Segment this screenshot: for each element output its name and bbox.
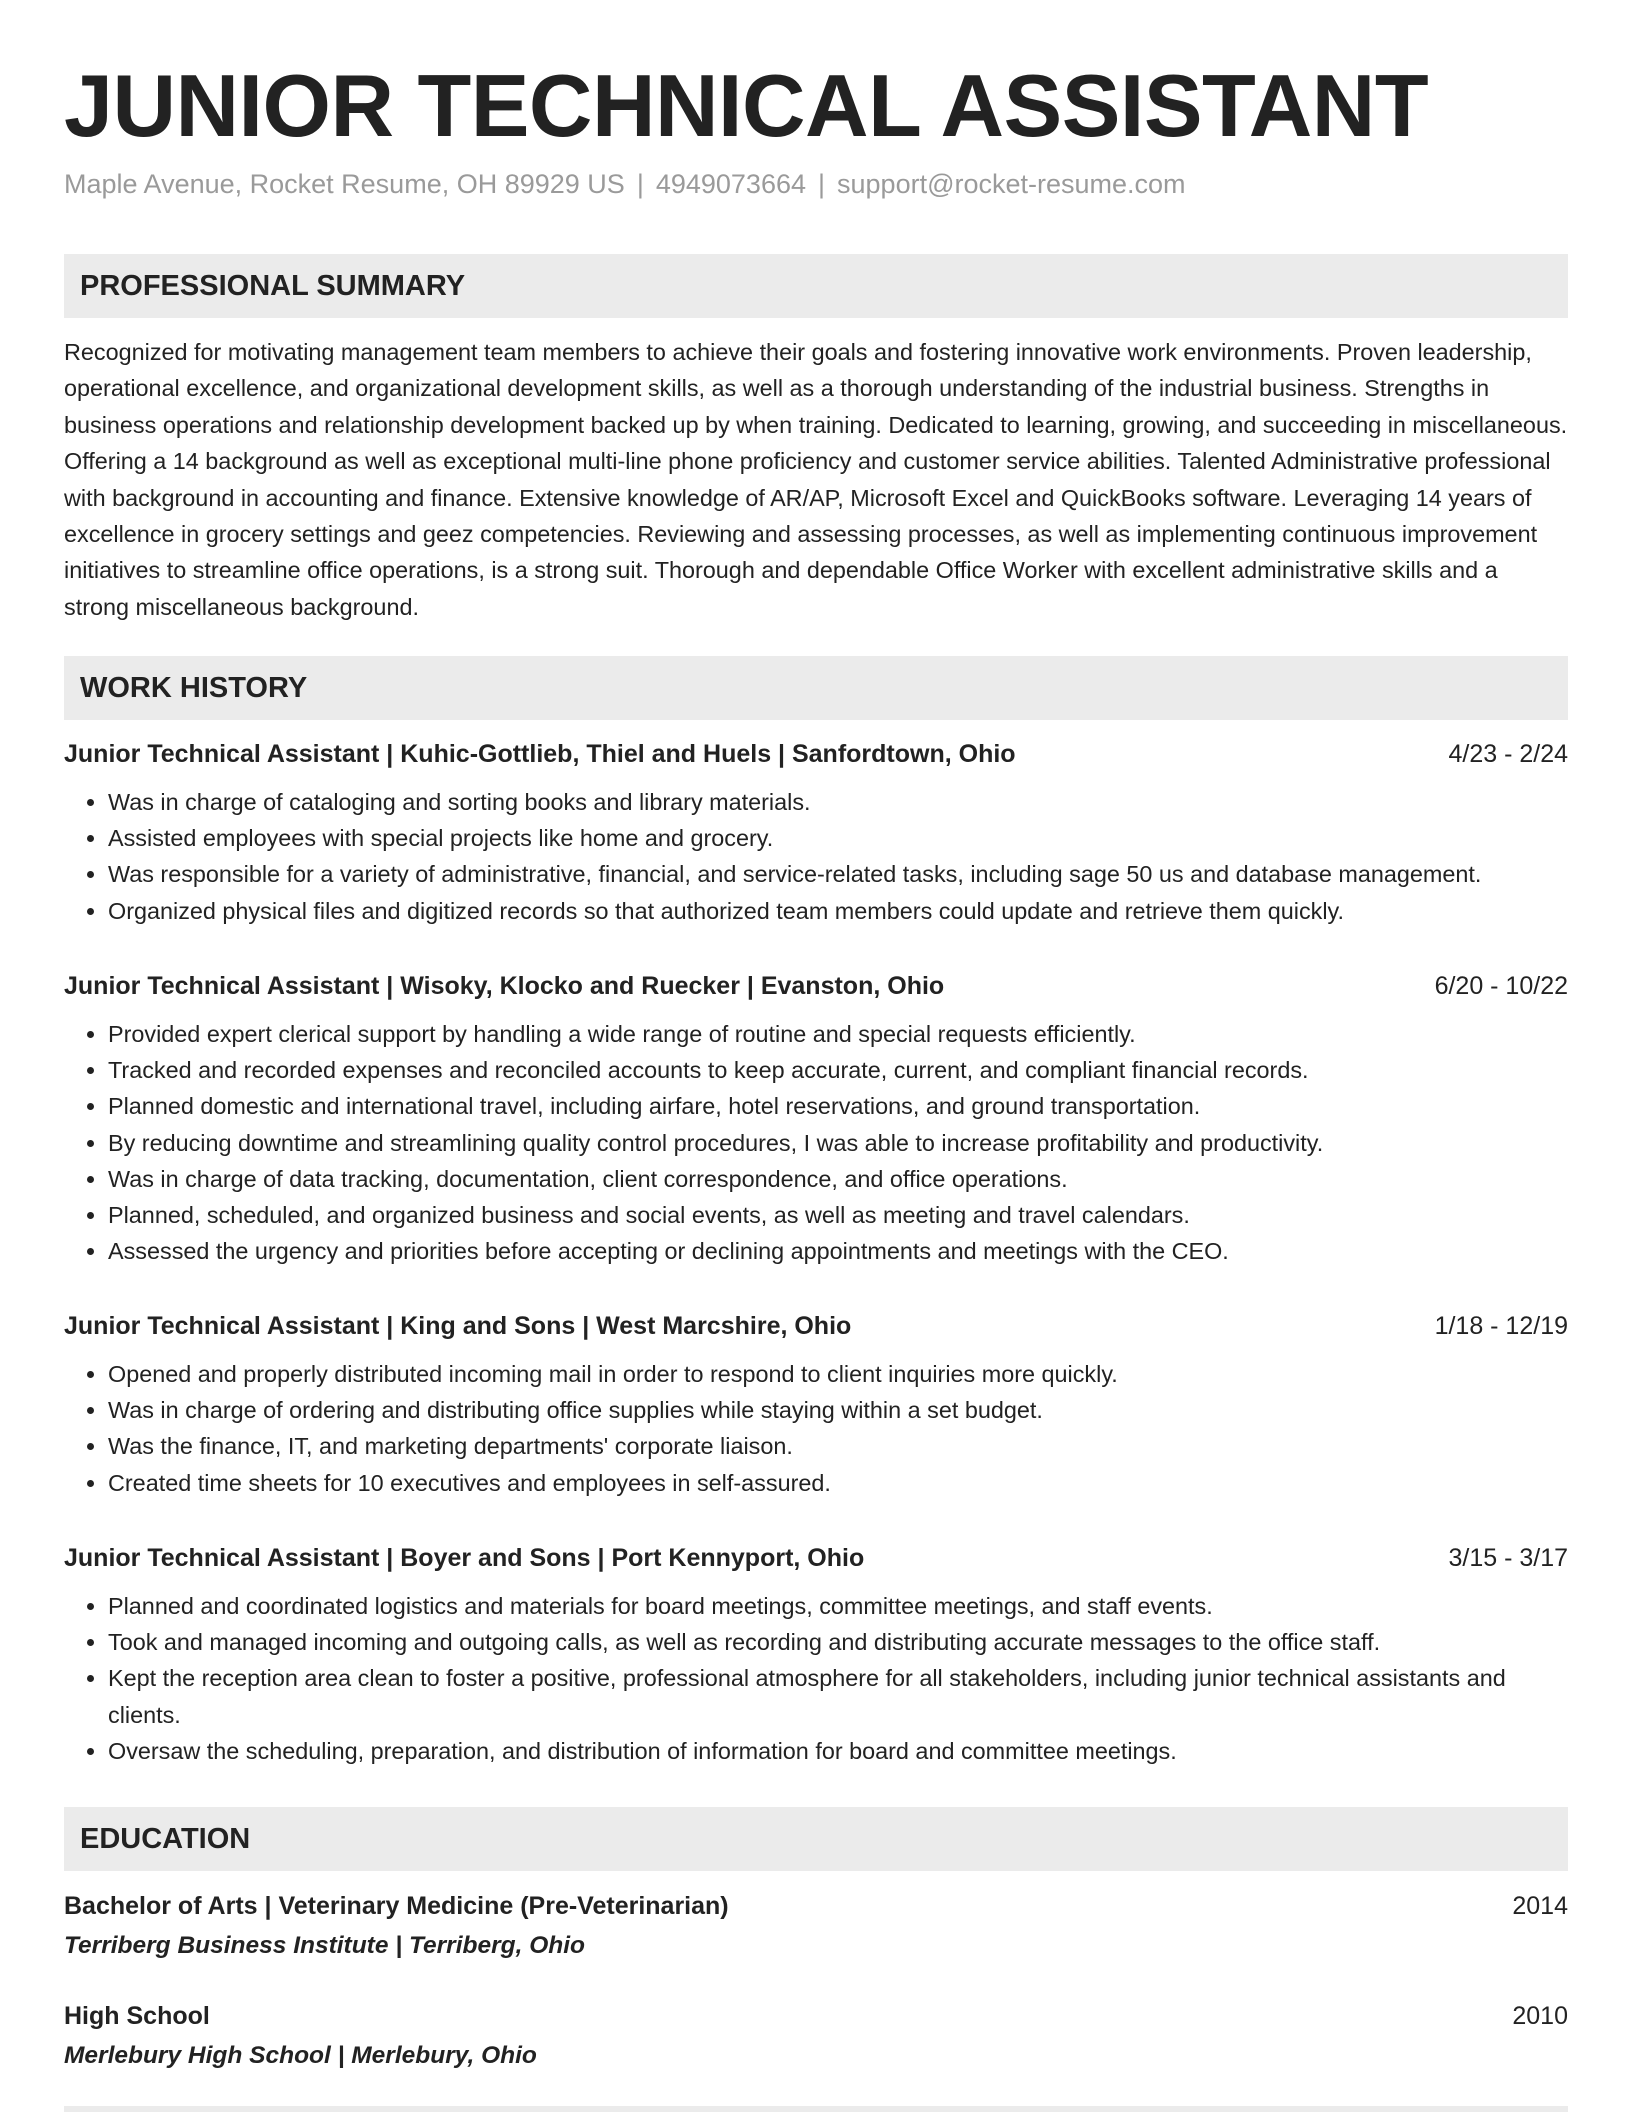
contact-email: support@rocket-resume.com <box>837 169 1186 199</box>
summary-text: Recognized for motivating management team members to achieve their goals and fostering innovative work environments. Proven leadership, operational excellence, and organizational development skills, as well as a thorough understanding of the industrial business. Strengths in business operations and relationship development backed up by when training. Dedicated to learning, growing, and succeeding in miscellaneous. Offering a 14 background as well as exceptional multi-line phone proficiency and customer service abilities. Talented Administrative professional with background in accounting and finance. Extensive knowledge of AR/AP, Microsoft Excel and QuickBooks software. Leveraging 14 years of excellence in grocery settings and geez competencies. Reviewing and assessing processes, as well as implementing continuous improvement initiatives to streamline office operations, is a strong suit. Thorough and dependable Office Worker with excellent administrative skills and a strong miscellaneous background. <box>64 339 1568 620</box>
education-school: Terriberg Business Institute | Terriberg, Ohio <box>64 1932 585 1959</box>
education-school: Merlebury High School | Merlebury, Ohio <box>64 2042 537 2069</box>
job-header <box>64 736 1568 772</box>
contact-phone: 4949073664 <box>655 169 806 199</box>
job-dates: 6/20 - 10/22 <box>1434 972 1568 1000</box>
section-divider <box>64 2106 1568 2112</box>
contact-separator: | <box>636 169 644 199</box>
job-title: Junior Technical Assistant | Wisoky, Klocko and Ruecker | Evanston, Ohio <box>64 972 945 1000</box>
job-bullets <box>64 784 1568 929</box>
education-degree: Bachelor of Arts | Veterinary Medicine (Pre-Veterinarian) <box>64 1892 729 1920</box>
job-bullet: • Planned and coordinated logistics and materials for board meetings, committee meetings, and staff events. <box>108 1588 1568 1624</box>
job-bullet: • By reducing downtime and streamlining quality control procedures, I was able to increase profitability and productivity. <box>108 1125 1568 1161</box>
education-entry <box>64 1998 1568 2074</box>
job-bullet: • Assessed the urgency and priorities before accepting or declining appointments and meetings with the CEO. <box>108 1233 1568 1269</box>
summary-section-header <box>64 254 1568 318</box>
job-bullets <box>64 1588 1568 1769</box>
job-bullet: • Was responsible for a variety of administrative, financial, and service-related tasks, including sage 50 us and database management. <box>108 856 1568 892</box>
education-degree: High School <box>64 2002 210 2030</box>
job-header <box>64 1540 1568 1576</box>
job-bullet: • Was in charge of data tracking, documentation, client correspondence, and office operations. <box>108 1161 1568 1197</box>
summary-heading: PROFESSIONAL SUMMARY <box>80 270 466 302</box>
job-bullet: • Created time sheets for 10 executives and employees in self-assured. <box>108 1465 1568 1501</box>
education-header <box>64 1888 1568 1924</box>
education-header <box>64 1998 1568 2034</box>
job-bullet: • Was in charge of cataloging and sorting books and library materials. <box>108 784 1568 820</box>
education-section-header <box>64 1807 1568 1871</box>
job-dates: 3/15 - 3/17 <box>1448 1544 1568 1572</box>
education-entry <box>64 1888 1568 1964</box>
job-entry <box>64 1540 1568 1769</box>
job-header <box>64 968 1568 1004</box>
job-bullet: • Was the finance, IT, and marketing departments' corporate liaison. <box>108 1428 1568 1464</box>
job-bullet: • Took and managed incoming and outgoing calls, as well as recording and distributing accurate messages to the office staff. <box>108 1624 1568 1660</box>
job-title: Junior Technical Assistant | Boyer and Sons | Port Kennyport, Ohio <box>64 1544 865 1572</box>
job-bullet: • Opened and properly distributed incoming mail in order to respond to client inquiries more quickly. <box>108 1356 1568 1392</box>
job-entry <box>64 968 1568 1269</box>
contact-line <box>64 168 1186 200</box>
job-header <box>64 1308 1568 1344</box>
job-bullet: • Planned, scheduled, and organized business and social events, as well as meeting and travel calendars. <box>108 1197 1568 1233</box>
job-dates: 4/23 - 2/24 <box>1448 740 1568 768</box>
job-bullet: • Provided expert clerical support by handling a wide range of routine and special requests efficiently. <box>108 1016 1568 1052</box>
education-year: 2010 <box>1512 2002 1568 2030</box>
job-bullets <box>64 1016 1568 1269</box>
job-bullet: • Planned domestic and international travel, including airfare, hotel reservations, and ground transportation. <box>108 1088 1568 1124</box>
job-entry <box>64 1308 1568 1501</box>
education-year: 2014 <box>1512 1892 1568 1920</box>
job-bullet: • Assisted employees with special projects like home and grocery. <box>108 820 1568 856</box>
job-bullet: • Oversaw the scheduling, preparation, and distribution of information for board and committee meetings. <box>108 1733 1568 1769</box>
contact-separator: | <box>818 169 826 199</box>
job-bullet: • Was in charge of ordering and distributing office supplies while staying within a set budget. <box>108 1392 1568 1428</box>
job-bullet: • Kept the reception area clean to foster a positive, professional atmosphere for all stakeholders, including junior technical assistants and clients. <box>108 1660 1568 1732</box>
work-heading: WORK HISTORY <box>80 672 308 704</box>
education-heading: EDUCATION <box>80 1823 251 1855</box>
contact-address: Maple Avenue, Rocket Resume, OH 89929 US <box>64 169 625 199</box>
work-section-header <box>64 656 1568 720</box>
job-title: Junior Technical Assistant | Kuhic-Gottlieb, Thiel and Huels | Sanfordtown, Ohio <box>64 740 1016 768</box>
job-dates: 1/18 - 12/19 <box>1434 1312 1568 1340</box>
job-bullet: • Organized physical files and digitized records so that authorized team members could update and retrieve them quickly. <box>108 893 1568 929</box>
job-entry <box>64 736 1568 929</box>
job-title: Junior Technical Assistant | King and Sons | West Marcshire, Ohio <box>64 1312 852 1340</box>
resume-name: JUNIOR TECHNICAL ASSISTANT <box>64 56 1429 155</box>
job-bullet: • Tracked and recorded expenses and reconciled accounts to keep accurate, current, and compliant financial records. <box>108 1052 1568 1088</box>
job-bullets <box>64 1356 1568 1501</box>
